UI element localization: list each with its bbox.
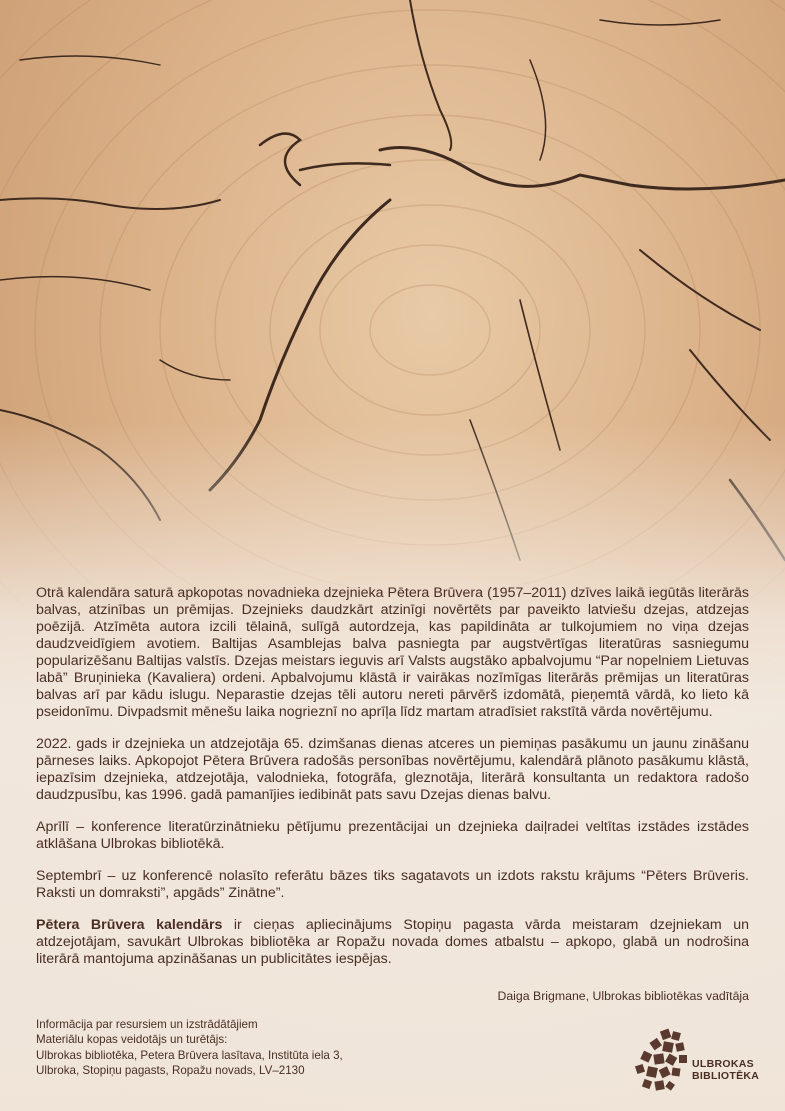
closing-rest: ir cieņas apliecinājums Stopiņu pagasta vārda meistaram dzejniekam un atdzejotājam, savukārt Ulbrokas bibliotēka ar Ropažu novada domes atbalstu – apkopo, glabā un nodrošina literārā mantojuma apzināšanas un publicitātes iespējas. <box>36 917 749 967</box>
signature: Daiga Brigmane, Ulbrokas bibliotēkas vadītāja <box>497 989 749 1003</box>
info-line: Materiālu kopas veidotājs un turētājs: <box>36 1033 228 1047</box>
info-line: Ulbrokas bibliotēka, Petera Brūvera lasītava, Institūta iela 3, <box>36 1048 343 1062</box>
info-block <box>36 1017 343 1079</box>
library-logo-text <box>692 1058 759 1082</box>
info-line: Ulbroka, Stopiņu pagasts, Ropažu novads, LV–2130 <box>36 1064 305 1078</box>
main-text <box>36 585 749 983</box>
paragraph-awards: Otrā kalendāra saturā apkopotas novadnieka dzejnieka Pētera Brūvera (1957–2011) dzīves laikā iegūtās literārās balvas, atzinības un prēmijas. Dzejnieks daudzkārt atzinīgi novērtēts par paveikto latviešu dzejas, atdzejas poēzijā. Atzīmēta autora izcili tēlainā, sulīgā autordzeja, kas papildināta ar tulkojumiem no viņa dzejas daudzveidīgiem avotiem. Baltijas Asamblejas balva pasniegta par augstvērtīgas literatūras sasniegumu popularizēšanu Baltijas valstīs. Dzejas meistars ieguvis arī Valsts augstāko apbalvojumu “Par nopelniem Lietuvas labā” Bruņinieka (Kavaliera) ordeni. Apbalvojumu klāstā ir vairākas nozīmīgas literārās prēmijas un literatūras balvas arī par kādu islugu. Neparastie dzejas tēli autoru nereti pārvērš izdomātā, pieņemtā vārdā, ko lieto kā pseidonīmu. Divpadsmit mēnešu laika nogrieznī no aprīļa līdz martam atradīsiet rakstītā vārda novērtējumu. <box>36 585 749 720</box>
logo-line-1: ULBROKAS <box>692 1058 754 1070</box>
paragraph-anniversary: 2022. gads ir dzejnieka un atdzejotāja 65. dzimšanas dienas atceres un piemiņas pasākumu un jaunu zināšanu pārneses laiks. Apkopojot Pētera Brūvera radošās personības novērtējumu, kalendārā plānoto pasākumu klāstā, iepazīsim dzejnieka, atdzejotāja, valodnieka, fotogrāfa, gleznotāja, literārā konsultanta un redaktora radošo daudzpusību, kas 1996. gadā pamanījies iedibināt pats savu Dzejas dienas balvu. <box>36 736 749 803</box>
info-line: Informācija par resursiem un izstrādātājiem <box>36 1018 258 1031</box>
paragraph-september: Septembrī – uz konferencē nolasīto referātu bāzes tiks sagatavots un izdots rakstu krājums “Pēters Brūveris. Raksti un domraksti”, apgāds” Zinātne”. <box>36 868 749 901</box>
paragraph-closing <box>36 917 749 968</box>
paragraph-april: Aprīlī – konference literatūrzinātnieku pētījumu prezentācijai un dzejnieka daiļradei veltītas izstādes izstādes atklāšana Ulbrokas bibliotēkā. <box>36 819 749 852</box>
logo-line-2: BIBLIOTĒKA <box>692 1070 760 1082</box>
closing-bold: Pētera Brūvera kalendārs <box>36 917 223 933</box>
